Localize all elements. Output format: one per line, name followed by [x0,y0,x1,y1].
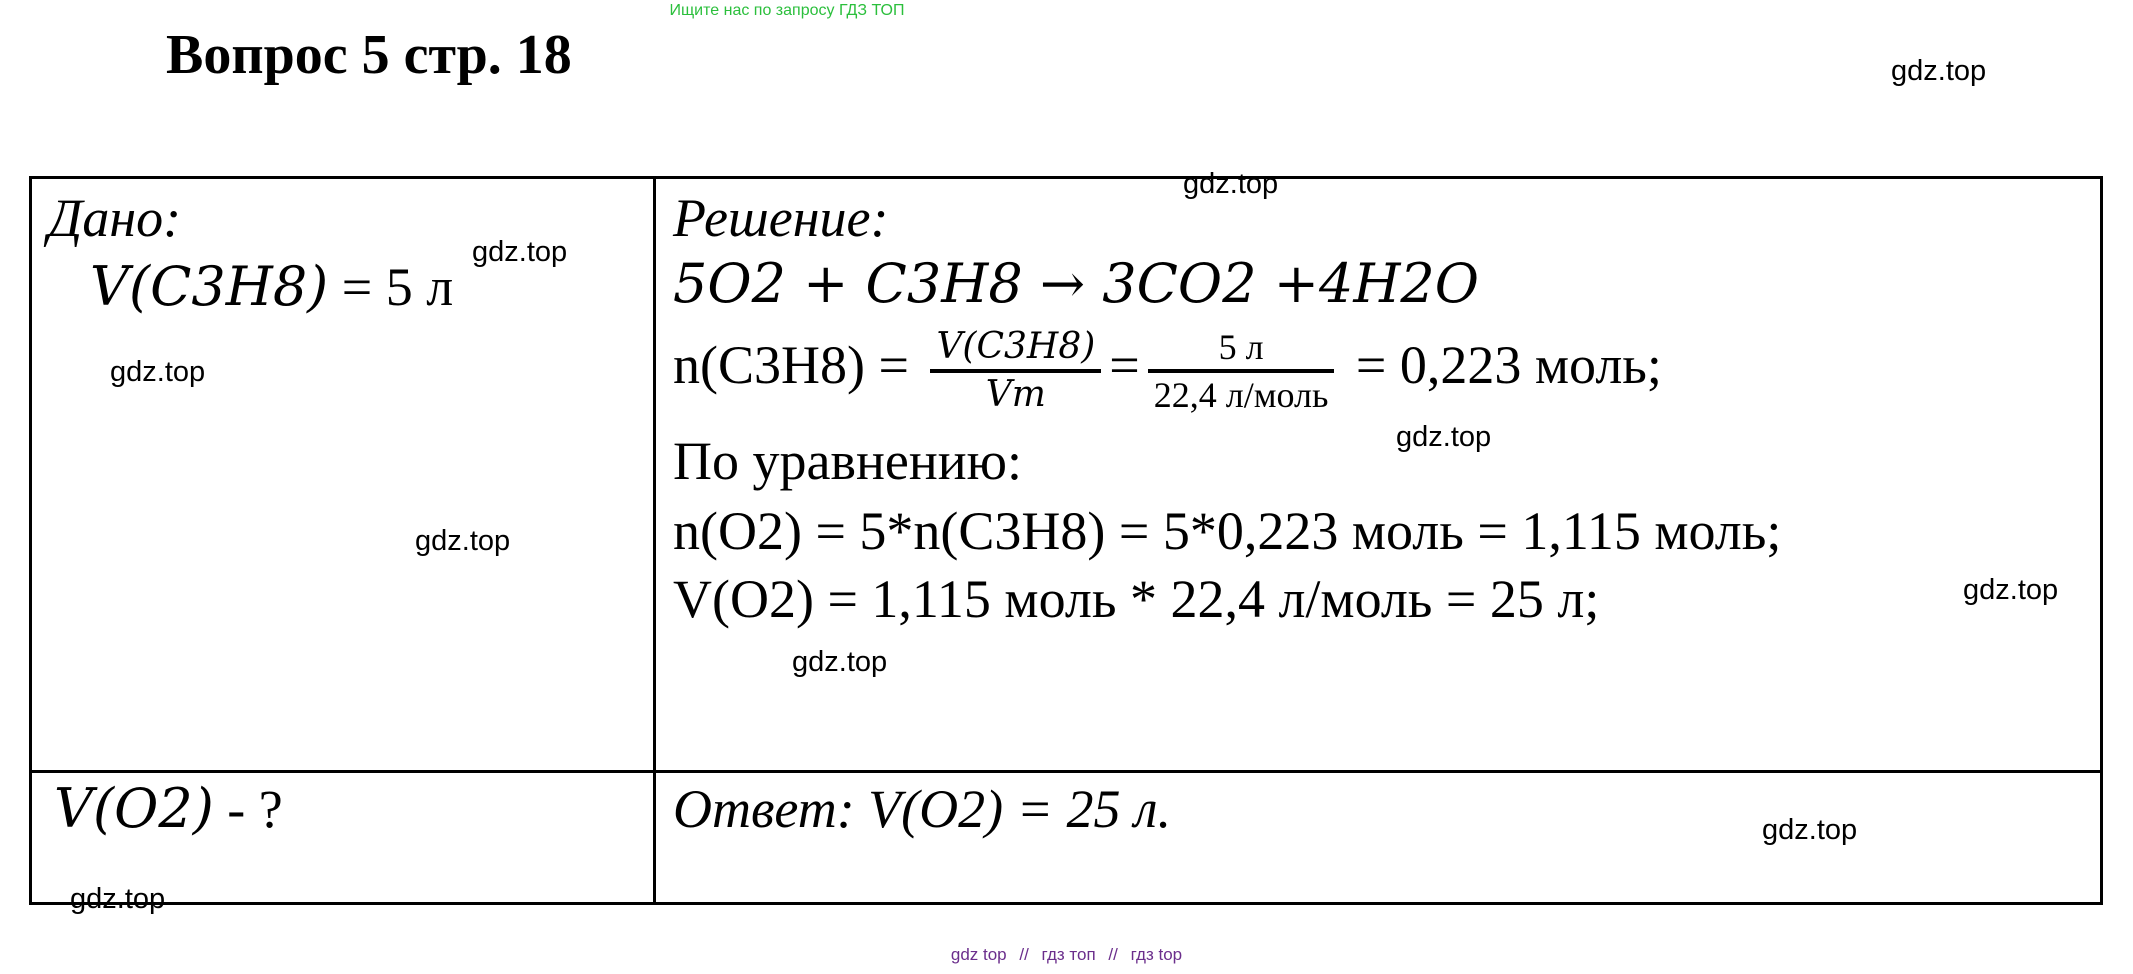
footer-link[interactable]: gdz top [950,945,1007,964]
find-volume-o2 [54,777,283,841]
find-volume-o2-rhs: - ? [213,779,283,839]
watermark: gdz.top [792,646,888,678]
watermark: gdz.top [1396,421,1492,453]
moles-c3h8-result: = 0,223 моль; [1355,335,1662,395]
fraction-numerator: 5 л [1148,325,1335,373]
top-banner[interactable]: Ищите нас по запросу ГДЗ ТОП [669,2,905,19]
fraction-denominator: 22,4 л/моль [1153,374,1329,415]
given-volume-c3h8-rhs: = 5 л [341,257,454,317]
moles-c3h8-line: n(C3H8) = $\frac{V(C3H8)}{Vm}$ = $\frac{5 л}{\text{22,4 л/моль}}$ = 0,223 моль; [673,325,1662,415]
watermark: gdz.top [472,236,568,268]
given-heading: Дано: [48,188,182,248]
moles-c3h8-lhs: n(C3H8) = [673,335,909,395]
fraction-values [1148,325,1335,417]
footer-link[interactable]: гдз top [1130,945,1183,964]
footer-link[interactable]: гдз топ [1041,945,1096,964]
find-volume-o2-lhs: V(O2) [54,777,214,840]
moles-o2-line: n(O2) = 5*n(C3H8) = 5*0,223 моль = 1,115 моль; [673,501,1782,561]
watermark: gdz.top [1183,168,1279,200]
fraction-volume-over-molar-volume [930,325,1101,417]
watermark: gdz.top [1891,55,1987,87]
page-title: Вопрос 5 стр. 18 [166,24,572,86]
volume-o2-line: V(O2) = 1,115 моль * 22,4 л/моль = 25 л; [673,569,1600,629]
answer-line: Ответ: V(O2) = 25 л. [673,779,1172,839]
fraction-denominator: Vm [985,373,1046,415]
given-volume-c3h8 [90,255,453,319]
watermark: gdz.top [110,356,206,388]
row-divider [32,770,2100,773]
watermark: gdz.top [1963,574,2059,606]
watermark: gdz.top [1762,814,1858,846]
solution-table [29,176,2103,905]
fraction-numerator: V(C3H8) [930,325,1101,373]
solution-heading: Решение: [673,188,889,248]
given-volume-c3h8-lhs: V(C3H8) [90,255,329,318]
footer-separator: // [1019,945,1029,964]
reaction-equation: 5O2 + C3H8 → 3CO2 +4H2O [673,252,1480,315]
watermark: gdz.top [415,525,511,557]
footer-links [0,945,2133,965]
by-equation-label: По уравнению: [673,431,1022,491]
watermark: gdz.top [70,883,166,915]
column-divider [653,179,656,902]
footer-separator: // [1108,945,1118,964]
